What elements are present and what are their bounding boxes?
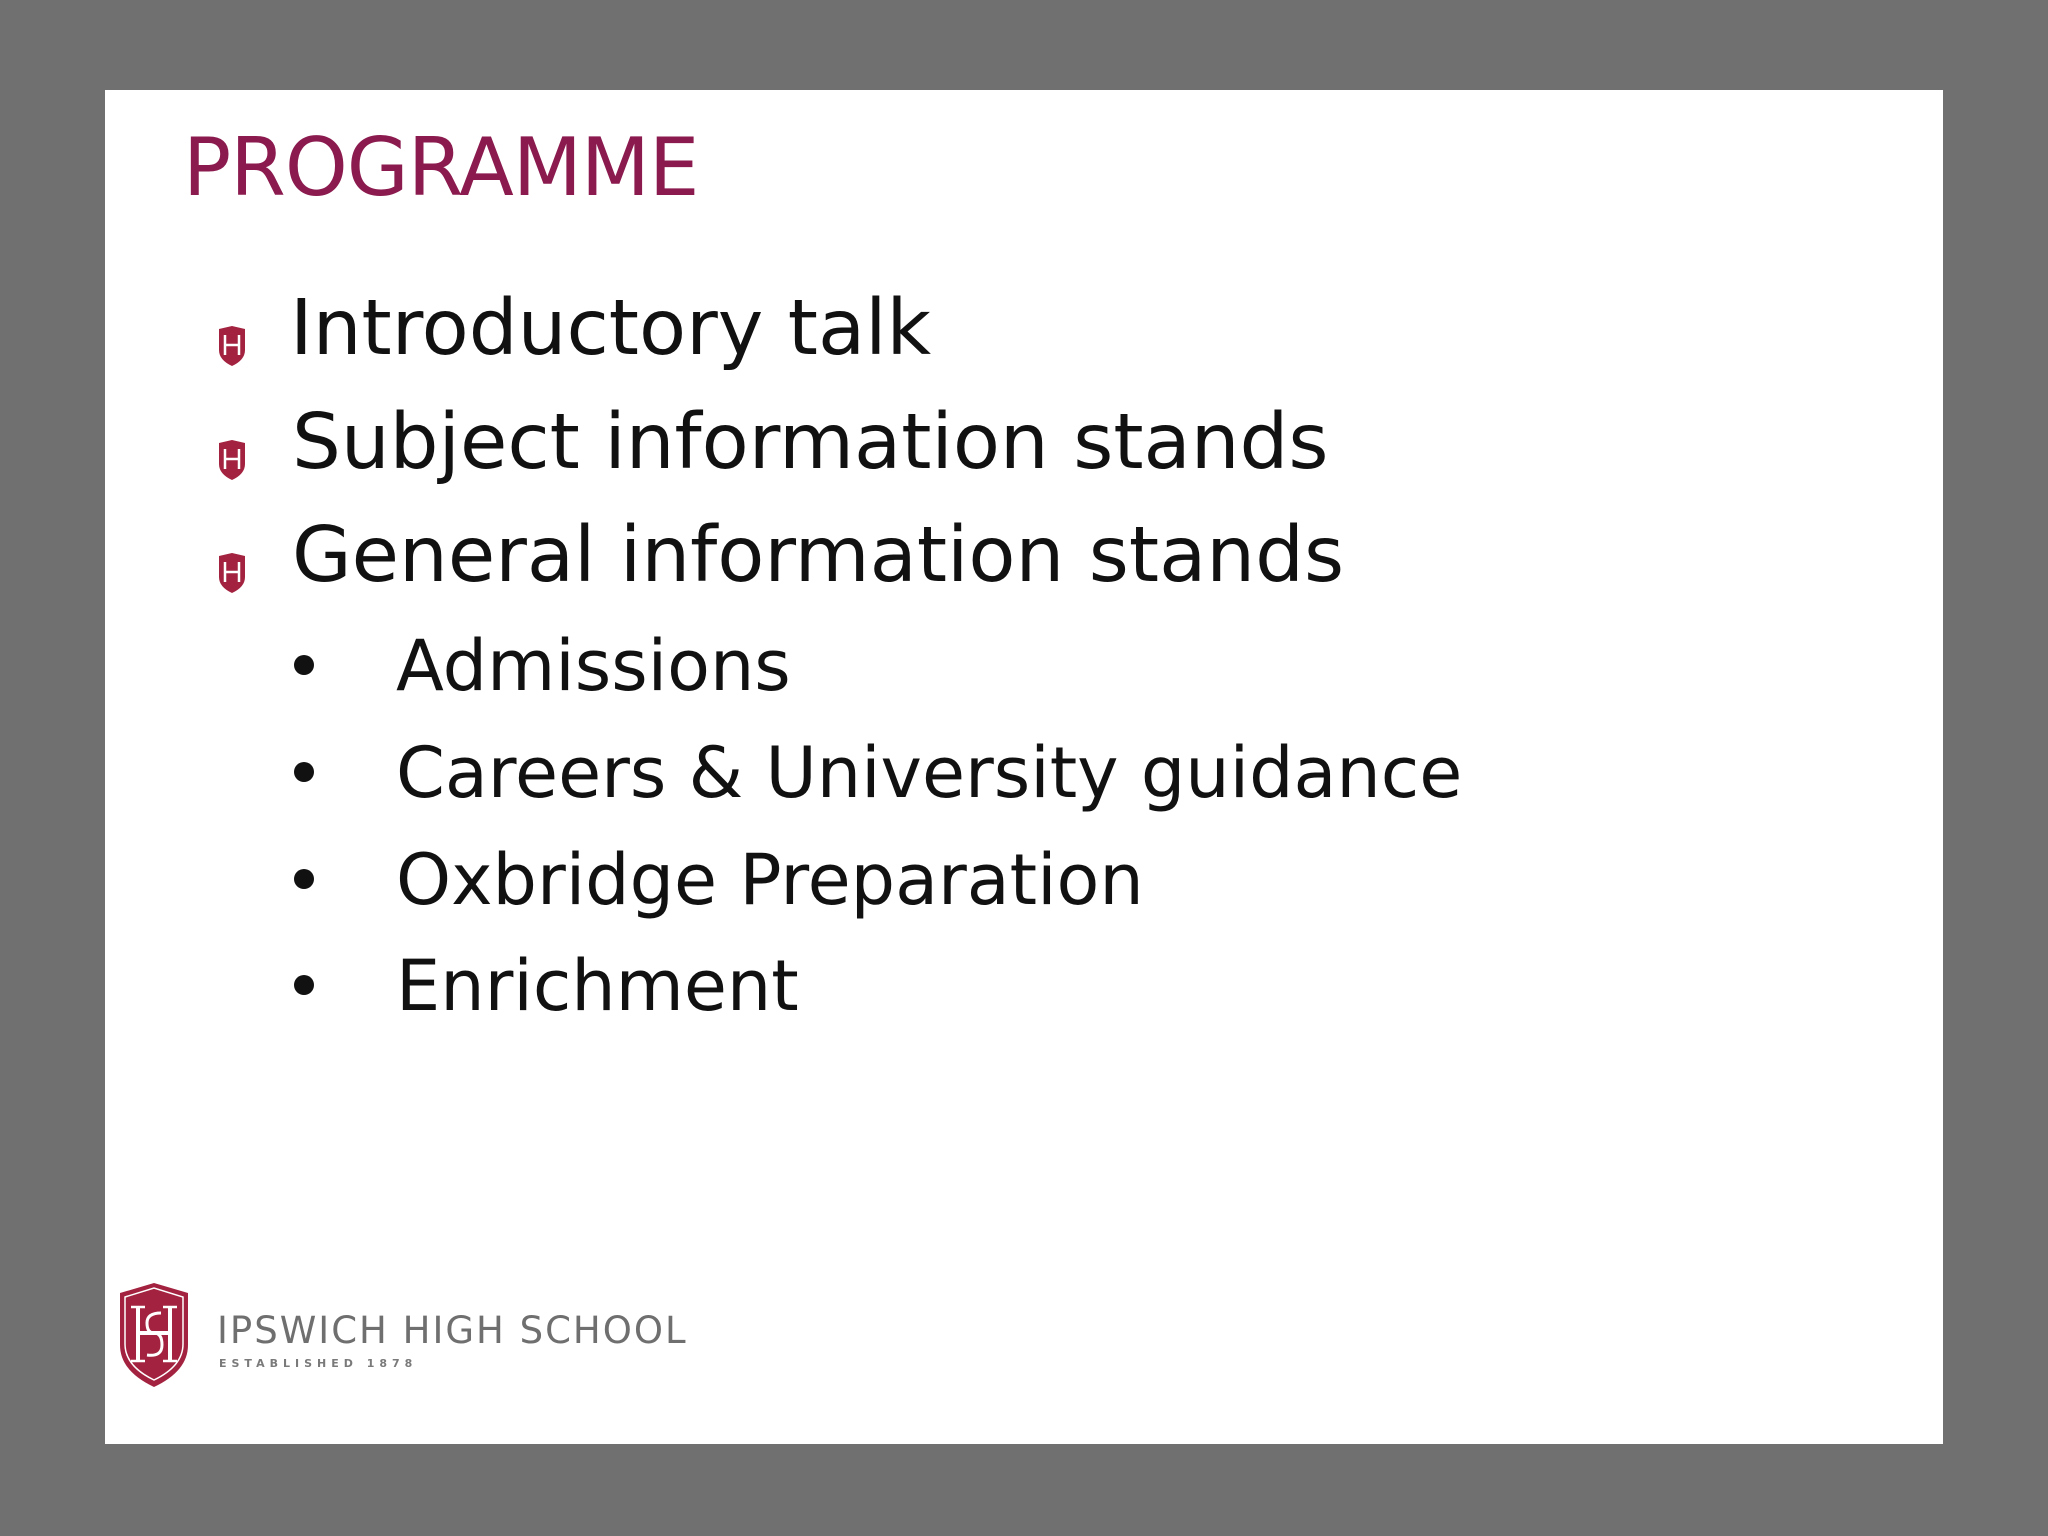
school-logo [117,1283,737,1393]
slide [105,90,1943,1444]
crest-icon [217,326,247,366]
bullet-dot [294,975,314,995]
sub-bullet-label: Enrichment [396,945,799,1027]
bullet-dot [294,762,314,782]
sub-bullet-label: Oxbridge Preparation [396,839,1144,921]
school-established-tagline: ESTABLISHED 1878 [219,1357,418,1370]
slide-title: PROGRAMME [183,121,699,214]
bullet-dot [294,655,314,675]
school-crest-icon [117,1283,191,1387]
crest-icon [217,440,247,480]
crest-icon [217,553,247,593]
school-name: IPSWICH HIGH SCHOOL [217,1309,688,1352]
bullet-label: General information stands [292,511,1345,600]
bullet-label: Introductory talk [290,284,932,373]
sub-bullet-label: Careers & University guidance [396,732,1463,814]
bullet-label: Subject information stands [292,398,1329,487]
bullet-dot [294,869,314,889]
sub-bullet-label: Admissions [396,625,791,707]
